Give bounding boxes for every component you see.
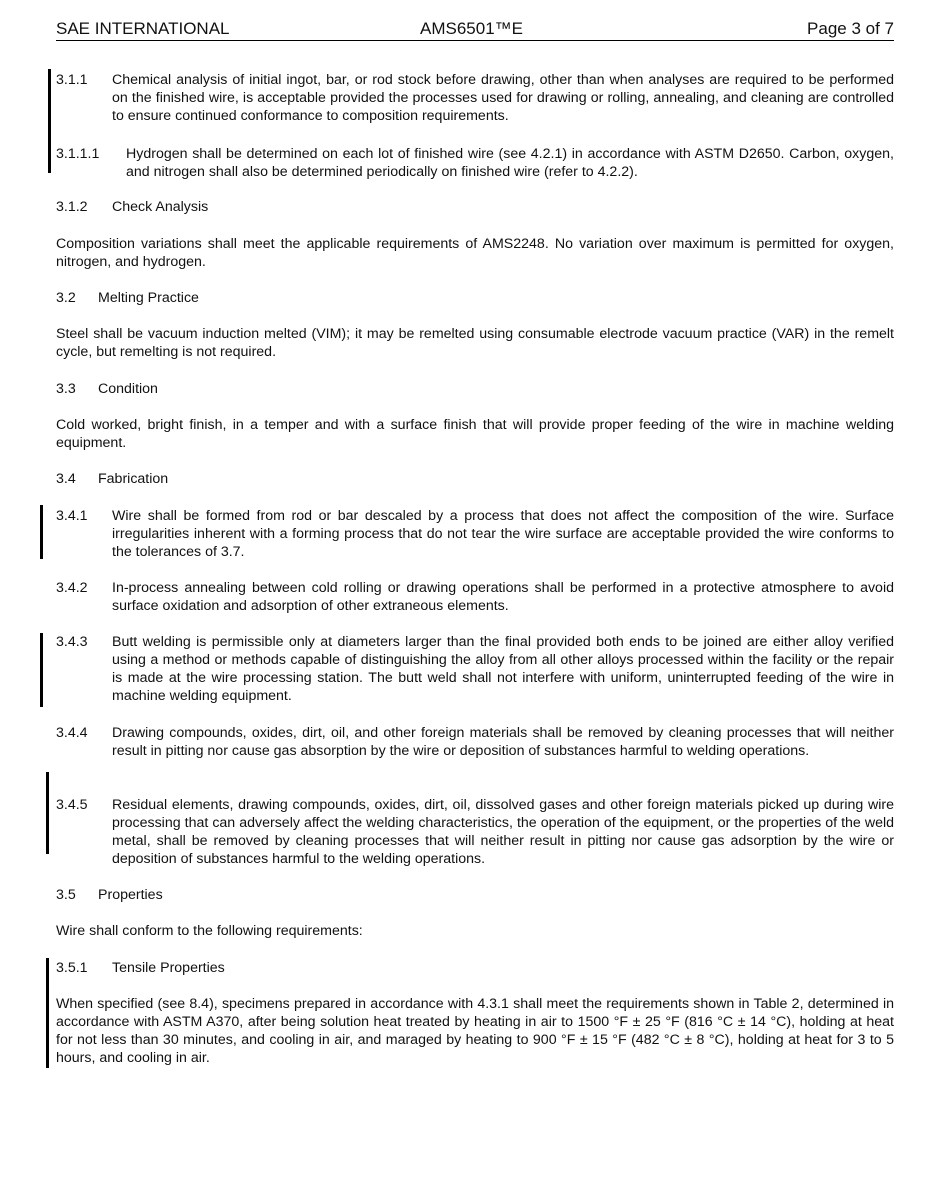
change-bar bbox=[46, 958, 49, 1068]
section-text: Butt welding is permissible only at diameters larger than the final provided both ends to be joined are either alloy verified using a method or methods capable of distinguishing the alloy from all other alloys processed within the facility or the repair is made at the wire processing station. The butt weld shall not interfere with uniform, uninterrupted feeding of the wire in machine welding equipment. bbox=[112, 634, 894, 704]
header-doc-id: AMS6501™E bbox=[420, 19, 523, 38]
page-header bbox=[56, 18, 894, 41]
section-title: Check Analysis bbox=[112, 199, 209, 215]
section-title: Condition bbox=[98, 381, 158, 397]
section-number: 3.4.4 bbox=[56, 725, 88, 741]
section-number: 3.3 bbox=[56, 381, 76, 397]
section-3-4-3 bbox=[56, 633, 894, 705]
section-text: In-process annealing between cold rolling or drawing operations shall be performed in a protective atmosphere to avoid surface oxidation and adsorption of other extraneous elements. bbox=[112, 580, 894, 614]
section-3-1-2-heading bbox=[56, 198, 894, 216]
change-bar bbox=[46, 772, 49, 854]
section-number: 3.1.1 bbox=[56, 72, 88, 88]
section-text: Drawing compounds, oxides, dirt, oil, and other foreign materials shall be removed by cleaning processes that will neither result in pitting nor cause gas absorption by the wire or deposition of substances harmful to welding operations. bbox=[112, 725, 894, 759]
section-3-3-heading bbox=[56, 380, 894, 398]
section-title: Properties bbox=[98, 887, 163, 903]
section-title: Tensile Properties bbox=[112, 960, 225, 976]
section-3-4-4 bbox=[56, 724, 894, 760]
change-bar bbox=[40, 633, 43, 707]
section-3-4-2 bbox=[56, 579, 894, 615]
section-number: 3.5.1 bbox=[56, 960, 88, 976]
section-3-5-1-text: When specified (see 8.4), specimens prepared in accordance with 4.3.1 shall meet the requirements shown in Table 2, determined in accordance with ASTM A370, after being solution heat treated by heating in air to 1500 °F ± 25 °F (816 °C ± 14 °C), holding at heat for not less than 30 minutes, and cooling in air, and maraged by heating to 900 °F ± 15 °F (482 °C ± 8 °C), holding at heat for 3 to 5 hours, and cooling in air. bbox=[56, 996, 894, 1066]
section-text: Chemical analysis of initial ingot, bar, or rod stock before drawing, other than when analyses are required to be performed on the finished wire, is acceptable provided the processes used for drawing or rolling, annealing, and cleaning are controlled to ensure continued conformance to composition requirements. bbox=[112, 72, 894, 124]
section-3-5-1-heading bbox=[56, 959, 894, 977]
section-3-1-2-text: Composition variations shall meet the applicable requirements of AMS2248. No variation over maximum is permitted for oxygen, nitrogen, and hydrogen. bbox=[56, 236, 894, 270]
section-number: 3.4.5 bbox=[56, 797, 88, 813]
section-3-3-text: Cold worked, bright finish, in a temper and with a surface finish that will provide proper feeding of the wire in machine welding equipment. bbox=[56, 417, 894, 451]
section-3-2-text: Steel shall be vacuum induction melted (VIM); it may be remelted using consumable electrode vacuum practice (VAR) in the remelt cycle, but remelting is not required. bbox=[56, 326, 894, 360]
section-3-4-5 bbox=[56, 796, 894, 868]
section-number: 3.2 bbox=[56, 290, 76, 306]
section-text: Wire shall be formed from rod or bar descaled by a process that does not affect the composition of the wire. Surface irregularities inherent with a forming process that do not tear the wire surface are acceptable provided the wire conforms to the tolerances of 3.7. bbox=[112, 508, 894, 560]
section-3-4-heading bbox=[56, 470, 894, 488]
section-3-1-1-1 bbox=[56, 145, 894, 181]
section-text: Residual elements, drawing compounds, oxides, dirt, oil, dissolved gases and other foreign materials picked up during wire processing that can adversely affect the welding characteristics, the operation of the equipment, or the properties of the weld metal, shall be removed by cleaning processes that will neither result in pitting nor cause gas adsorption by the wire or deposition of substances harmful to the welding operations. bbox=[112, 797, 894, 867]
section-number: 3.5 bbox=[56, 887, 76, 903]
section-number: 3.1.1.1 bbox=[56, 146, 100, 162]
header-org: SAE INTERNATIONAL bbox=[56, 19, 230, 38]
section-number: 3.1.2 bbox=[56, 199, 88, 215]
change-bar bbox=[40, 505, 43, 559]
section-number: 3.4.1 bbox=[56, 508, 88, 524]
section-title: Fabrication bbox=[98, 471, 169, 487]
section-number: 3.4.2 bbox=[56, 580, 88, 596]
section-number: 3.4.3 bbox=[56, 634, 88, 650]
section-number: 3.4 bbox=[56, 471, 76, 487]
header-page-number: Page 3 of 7 bbox=[807, 19, 894, 38]
section-3-5-heading bbox=[56, 886, 894, 904]
section-3-2-heading bbox=[56, 289, 894, 307]
section-3-1-1 bbox=[56, 71, 894, 125]
section-3-4-1 bbox=[56, 507, 894, 561]
change-bar bbox=[48, 69, 51, 173]
section-title: Melting Practice bbox=[98, 290, 199, 306]
section-3-5-text: Wire shall conform to the following requirements: bbox=[56, 923, 363, 939]
section-text: Hydrogen shall be determined on each lot of finished wire (see 4.2.1) in accordance with ASTM D2650. Carbon, oxygen, and nitrogen shall also be determined periodically on finished wire (refer to 4.2.2). bbox=[126, 146, 894, 180]
